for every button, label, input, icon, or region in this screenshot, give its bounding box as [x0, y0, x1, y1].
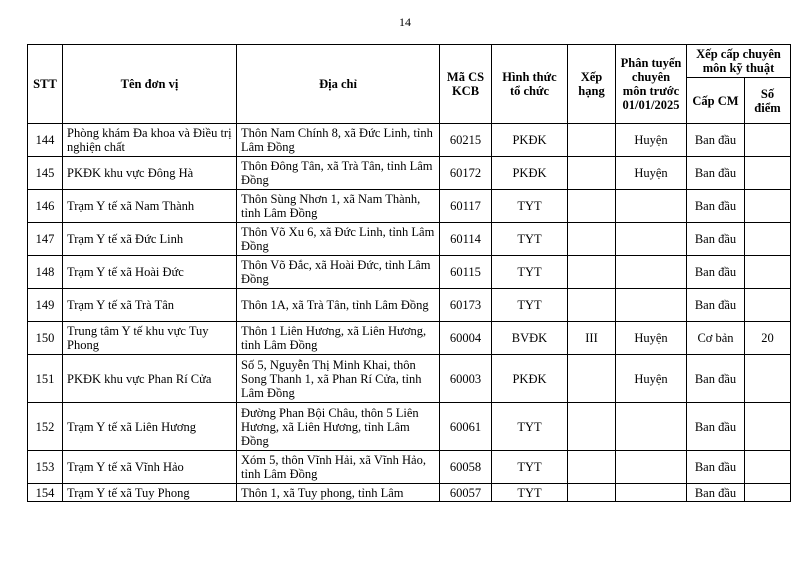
cell-name: Trạm Y tế xã Nam Thành	[63, 190, 237, 223]
header-org-form: Hình thức tổ chức	[492, 45, 568, 124]
cell-route	[616, 403, 687, 451]
cell-score	[745, 289, 791, 322]
cell-address: Số 5, Nguyễn Thị Minh Khai, thôn Song Thanh 1, xã Phan Rí Cửa, tỉnh Lâm Đồng	[237, 355, 440, 403]
cell-score	[745, 256, 791, 289]
cell-stt: 154	[28, 484, 63, 502]
cell-form: TYT	[492, 256, 568, 289]
cell-level: Cơ bản	[687, 322, 745, 355]
cell-address: Thôn Võ Đắc, xã Hoài Đức, tỉnh Lâm Đồng	[237, 256, 440, 289]
cell-address: Xóm 5, thôn Vĩnh Hải, xã Vĩnh Hảo, tỉnh Lâm Đồng	[237, 451, 440, 484]
header-stt: STT	[28, 45, 63, 124]
header-score: Số điểm	[745, 78, 791, 124]
header-address: Địa chỉ	[237, 45, 440, 124]
table-row	[28, 289, 791, 322]
cell-stt: 152	[28, 403, 63, 451]
cell-name: Trạm Y tế xã Hoài Đức	[63, 256, 237, 289]
cell-rank	[568, 451, 616, 484]
cell-rank	[568, 484, 616, 502]
header-rank: Xếp hạng	[568, 45, 616, 124]
cell-name: Trạm Y tế xã Tuy Phong	[63, 484, 237, 502]
cell-rank	[568, 157, 616, 190]
cell-code: 60172	[440, 157, 492, 190]
cell-score	[745, 403, 791, 451]
cell-score	[745, 190, 791, 223]
cell-level: Ban đầu	[687, 355, 745, 403]
cell-rank	[568, 124, 616, 157]
cell-level: Ban đầu	[687, 124, 745, 157]
cell-address: Thôn Sùng Nhơn 1, xã Nam Thành, tỉnh Lâm Đồng	[237, 190, 440, 223]
cell-rank	[568, 223, 616, 256]
cell-route: Huyện	[616, 322, 687, 355]
cell-rank	[568, 289, 616, 322]
cell-stt: 146	[28, 190, 63, 223]
cell-route: Huyện	[616, 157, 687, 190]
cell-stt: 151	[28, 355, 63, 403]
cell-rank	[568, 190, 616, 223]
cell-rank	[568, 355, 616, 403]
cell-name: Trạm Y tế xã Vĩnh Hảo	[63, 451, 237, 484]
cell-name: Trung tâm Y tế khu vực Tuy Phong	[63, 322, 237, 355]
header-level: Cấp CM	[687, 78, 745, 124]
cell-stt: 149	[28, 289, 63, 322]
cell-form: BVĐK	[492, 322, 568, 355]
cell-score	[745, 484, 791, 502]
cell-stt: 150	[28, 322, 63, 355]
cell-form: TYT	[492, 289, 568, 322]
cell-score	[745, 355, 791, 403]
table-row	[28, 484, 791, 502]
table-row	[28, 355, 791, 403]
cell-form: TYT	[492, 403, 568, 451]
cell-address: Thôn Đông Tân, xã Trà Tân, tỉnh Lâm Đồng	[237, 157, 440, 190]
cell-level: Ban đầu	[687, 484, 745, 502]
table-row	[28, 451, 791, 484]
table-row	[28, 124, 791, 157]
cell-form: TYT	[492, 451, 568, 484]
cell-name: Trạm Y tế xã Liên Hương	[63, 403, 237, 451]
cell-code: 60058	[440, 451, 492, 484]
cell-level: Ban đầu	[687, 256, 745, 289]
cell-code: 60061	[440, 403, 492, 451]
cell-code: 60173	[440, 289, 492, 322]
cell-level: Ban đầu	[687, 289, 745, 322]
cell-address: Thôn 1A, xã Trà Tân, tỉnh Lâm Đồng	[237, 289, 440, 322]
cell-form: TYT	[492, 484, 568, 502]
header-route-before: Phân tuyến chuyên môn trước 01/01/2025	[616, 45, 687, 124]
cell-score	[745, 451, 791, 484]
cell-score	[745, 223, 791, 256]
header-unit-name: Tên đơn vị	[63, 45, 237, 124]
cell-route	[616, 484, 687, 502]
cell-stt: 144	[28, 124, 63, 157]
facility-table	[27, 44, 791, 502]
cell-stt: 148	[28, 256, 63, 289]
cell-route	[616, 289, 687, 322]
cell-route	[616, 451, 687, 484]
cell-score	[745, 124, 791, 157]
header-tech-level-group: Xếp cấp chuyên môn kỹ thuật	[687, 45, 791, 78]
header-facility-code: Mã CS KCB	[440, 45, 492, 124]
cell-code: 60114	[440, 223, 492, 256]
cell-address: Thôn 1, xã Tuy phong, tỉnh Lâm	[237, 484, 440, 502]
cell-score	[745, 157, 791, 190]
cell-stt: 153	[28, 451, 63, 484]
cell-level: Ban đầu	[687, 403, 745, 451]
cell-name: Trạm Y tế xã Trà Tân	[63, 289, 237, 322]
cell-route: Huyện	[616, 124, 687, 157]
cell-address: Thôn Võ Xu 6, xã Đức Linh, tỉnh Lâm Đồng	[237, 223, 440, 256]
cell-route	[616, 256, 687, 289]
cell-stt: 147	[28, 223, 63, 256]
cell-level: Ban đầu	[687, 157, 745, 190]
table-row	[28, 322, 791, 355]
cell-route	[616, 223, 687, 256]
cell-level: Ban đầu	[687, 190, 745, 223]
cell-code: 60115	[440, 256, 492, 289]
cell-form: PKĐK	[492, 124, 568, 157]
cell-code: 60003	[440, 355, 492, 403]
page-number: 14	[399, 15, 411, 29]
cell-name: Trạm Y tế xã Đức Linh	[63, 223, 237, 256]
cell-code: 60057	[440, 484, 492, 502]
cell-form: PKĐK	[492, 355, 568, 403]
cell-rank	[568, 403, 616, 451]
table-row	[28, 190, 791, 223]
table-row	[28, 223, 791, 256]
cell-address: Thôn Nam Chính 8, xã Đức Linh, tỉnh Lâm Đồng	[237, 124, 440, 157]
cell-name: PKĐK khu vực Phan Rí Cửa	[63, 355, 237, 403]
cell-code: 60004	[440, 322, 492, 355]
cell-form: PKĐK	[492, 157, 568, 190]
cell-rank: III	[568, 322, 616, 355]
cell-address: Thôn 1 Liên Hương, xã Liên Hương, tỉnh Lâm Đồng	[237, 322, 440, 355]
cell-address: Đường Phan Bội Châu, thôn 5 Liên Hương, xã Liên Hương, tỉnh Lâm Đồng	[237, 403, 440, 451]
cell-form: TYT	[492, 223, 568, 256]
cell-level: Ban đầu	[687, 451, 745, 484]
table-row	[28, 403, 791, 451]
table-row	[28, 157, 791, 190]
cell-route	[616, 190, 687, 223]
cell-route: Huyện	[616, 355, 687, 403]
cell-level: Ban đầu	[687, 223, 745, 256]
cell-stt: 145	[28, 157, 63, 190]
cell-code: 60117	[440, 190, 492, 223]
cell-name: PKĐK khu vực Đông Hà	[63, 157, 237, 190]
cell-rank	[568, 256, 616, 289]
cell-score: 20	[745, 322, 791, 355]
cell-form: TYT	[492, 190, 568, 223]
cell-code: 60215	[440, 124, 492, 157]
table-row	[28, 256, 791, 289]
cell-name: Phòng khám Đa khoa và Điều trị nghiện chất	[63, 124, 237, 157]
